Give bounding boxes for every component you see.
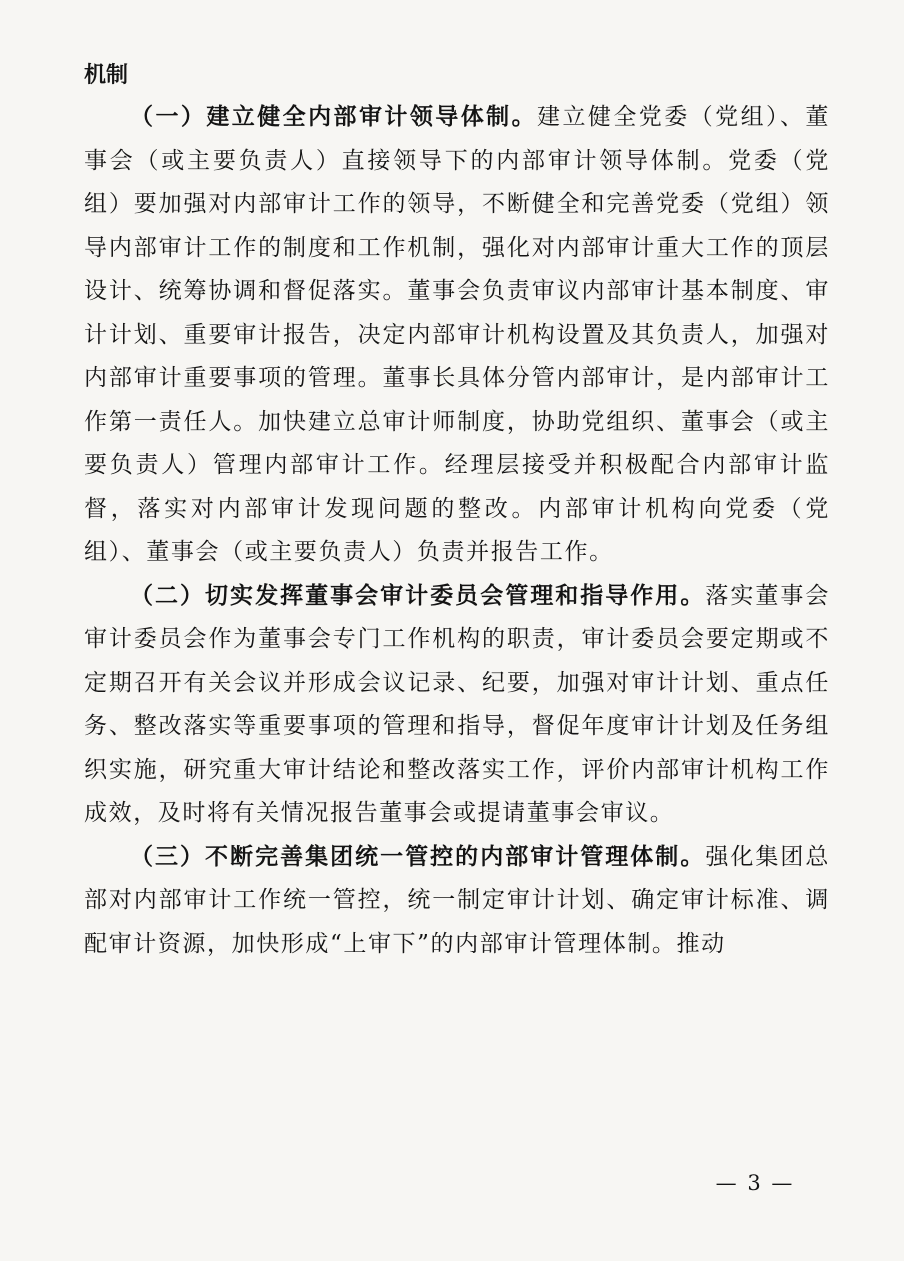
paragraph-3-body: 强化集团总部对内部审计工作统一管控，统一制定审计计划、确定审计标准、调配审计资源，加快形成“上审下”的内部审计管理体制。推动: [84, 843, 831, 957]
paragraph-1-body: 建立健全党委（党组）、董事会（或主要负责人）直接领导下的内部审计领导体制。党委（党组）要加强对内部审计工作的领导，不断健全和完善党委（党组）领导内部审计工作的制度和工作机制，强化对内部审计重大工作的顶层设计、统筹协调和督促落实。董事会负责审议内部审计基本制度、审计计划、重要审计报告，决定内部审计机构设置及其负责人，加强对内部审计重要事项的管理。董事长具体分管内部审计，是内部审计工作第一责任人。加快建立总审计师制度，协助党组织、董事会（或主要负责人）管理内部审计工作。经理层接受并积极配合内部审计监督，落实对内部审计发现问题的整改。内部审计机构向党委（党组）、董事会（或主要负责人）负责并报告工作。: [84, 104, 830, 565]
paragraph-1-heading: （一）建立健全内部审计领导体制。: [130, 104, 538, 130]
paragraph-2: [84, 575, 830, 836]
paragraph-2-body: 落实董事会审计委员会作为董事会专门工作机构的职责，审计委员会要定期或不定期召开有关会议并形成会议记录、纪要，加强对审计计划、重点任务、整改落实等重要事项的管理和指导，督促年度审计计划及任务组织实施，研究重大审计结论和整改落实工作，评价内部审计机构工作成效，及时将有关情况报告董事会或提请董事会审议。: [84, 582, 831, 826]
page-number: — 3 —: [715, 1171, 795, 1195]
paragraph-3: [84, 836, 830, 967]
paragraph-1: [84, 96, 830, 575]
paragraph-3-heading: （三）不断完善集团统一管控的内部审计管理体制。: [130, 843, 706, 870]
section-title: 机制: [84, 63, 129, 88]
paragraph-2-heading: （二）切实发挥董事会审计委员会管理和指导作用。: [130, 582, 706, 609]
